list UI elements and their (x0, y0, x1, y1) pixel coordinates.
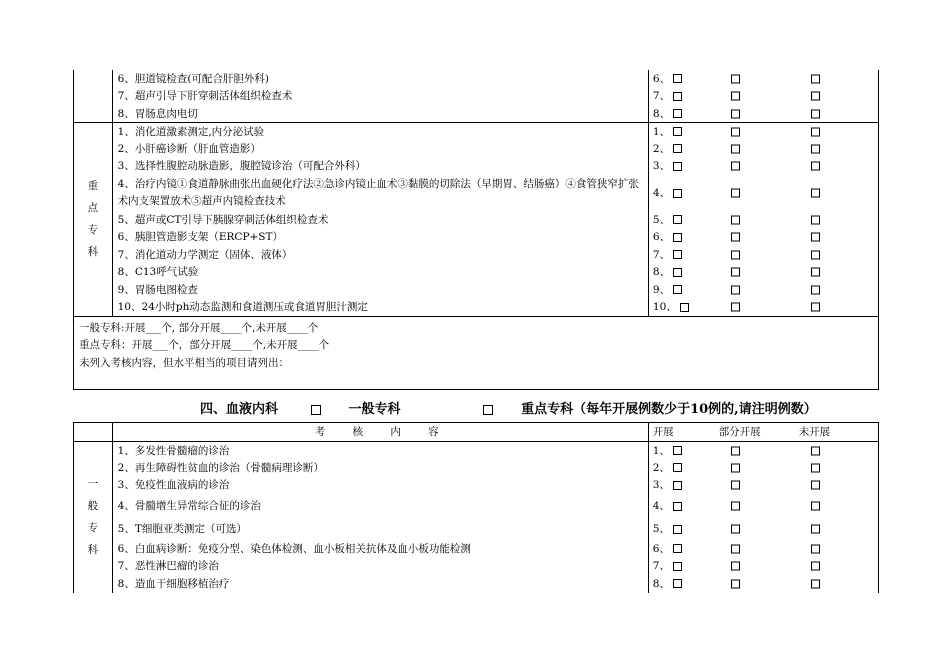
item-text: 4、治疗内镜①食道静脉曲张出血硬化疗法②急诊内镜止血术③黏膜的切除法（早期胃、结肠癌）④食管狭窄扩张术内支架置放术⑤超声内镜检查技术 (112, 175, 648, 211)
item-text: 2、再生障碍性贫血的诊治（骨髓病理诊断） (112, 459, 648, 477)
item-number: 2、 (652, 461, 670, 474)
not-done-checkbox[interactable] (811, 502, 820, 511)
partial-checkbox[interactable] (731, 162, 740, 171)
not-done-checkbox[interactable] (811, 463, 820, 472)
section-char: 般 (87, 500, 99, 513)
status-cell (648, 459, 878, 477)
item-number: 6、 (652, 72, 671, 85)
status-cell (648, 558, 878, 576)
section-char: 点 (87, 202, 99, 215)
item-number: 10、 (652, 301, 677, 313)
done-checkbox[interactable] (673, 562, 682, 571)
not-done-checkbox[interactable] (811, 562, 820, 571)
summary-general: 一般专科:开展___个, 部分开展____个,未开展____个 (79, 321, 319, 334)
partial-checkbox[interactable] (731, 189, 740, 198)
not-done-checkbox[interactable] (811, 74, 820, 83)
done-checkbox[interactable] (673, 579, 682, 588)
item-text: 5、T细胞亚类测定（可选） (112, 518, 648, 540)
done-checkbox[interactable] (673, 144, 682, 153)
not-done-checkbox[interactable] (811, 250, 820, 259)
status-cell (648, 211, 878, 229)
general-checkbox[interactable] (311, 405, 321, 415)
not-done-checkbox[interactable] (811, 268, 820, 277)
partial-checkbox[interactable] (731, 215, 740, 224)
item-text: 10、24小时ph动态监测和食道测压或食道胃胆汁测定 (112, 299, 648, 317)
not-done-checkbox[interactable] (811, 127, 820, 136)
done-checkbox[interactable] (673, 544, 682, 553)
status-cell (648, 246, 878, 264)
item-text: 6、白血病诊断：免疫分型、染色体检测、血小板相关抗体及血小板功能检测 (112, 540, 648, 558)
item-number: 6、 (652, 542, 670, 555)
not-done-checkbox[interactable] (811, 303, 820, 312)
item-number: 7、 (652, 90, 671, 103)
summary-block (74, 316, 879, 389)
partial-checkbox[interactable] (731, 446, 740, 455)
partial-checkbox[interactable] (731, 579, 740, 588)
partial-checkbox[interactable] (731, 127, 740, 136)
section-title: 四、血液内科 (200, 402, 279, 417)
done-checkbox[interactable] (673, 463, 682, 472)
section-label-cont (74, 70, 113, 123)
section-char: 科 (87, 544, 99, 557)
not-done-checkbox[interactable] (811, 215, 820, 224)
item-number: 9、 (652, 283, 671, 296)
item-text: 3、免疫性血液病的诊治 (112, 477, 648, 495)
key-checkbox[interactable] (483, 405, 493, 415)
partial-checkbox[interactable] (731, 525, 740, 534)
item-number: 1、 (652, 444, 670, 457)
status-cell (648, 477, 878, 495)
status-cell (648, 140, 878, 158)
done-checkbox[interactable] (673, 481, 682, 490)
header-partial: 部分开展 (718, 426, 761, 438)
header-blank (74, 423, 113, 442)
status-cell (648, 158, 878, 176)
item-text: 6、胆道镜检查(可配合肝胆外科) (112, 70, 648, 88)
status-cell (648, 88, 878, 106)
status-cell (648, 299, 878, 317)
partial-checkbox[interactable] (731, 109, 740, 118)
not-done-checkbox[interactable] (811, 233, 820, 242)
item-number: 7、 (652, 248, 671, 261)
general-label: 一般专科 (348, 402, 401, 417)
done-checkbox[interactable] (673, 92, 682, 101)
item-number: 2、 (652, 142, 671, 155)
done-checkbox[interactable] (673, 250, 682, 259)
done-checkbox[interactable] (673, 268, 682, 277)
item-number: 3、 (652, 160, 671, 173)
item-text: 2、小肝癌诊断（肝血管造影） (112, 140, 648, 158)
partial-checkbox[interactable] (731, 562, 740, 571)
partial-checkbox[interactable] (731, 285, 740, 294)
partial-checkbox[interactable] (731, 268, 740, 277)
item-text: 6、胰胆管造影支架（ERCP+ST） (112, 229, 648, 247)
status-cell (648, 494, 878, 518)
item-text: 7、超声引导下肝穿刺活体组织检查术 (112, 88, 648, 106)
done-checkbox[interactable] (673, 525, 682, 534)
done-checkbox[interactable] (673, 285, 682, 294)
item-text: 8、C13呼气试验 (112, 264, 648, 282)
item-text: 7、恶性淋巴瘤的诊治 (112, 558, 648, 576)
item-text: 1、多发性骨髓瘤的诊治 (112, 442, 648, 460)
item-text: 7、消化道动力学测定（固体、液体） (112, 246, 648, 264)
partial-checkbox[interactable] (731, 544, 740, 553)
status-cell (648, 575, 878, 593)
done-checkbox[interactable] (673, 109, 682, 118)
status-cell (648, 175, 878, 211)
section-char: 一 (87, 478, 99, 491)
partial-checkbox[interactable] (731, 481, 740, 490)
item-number: 1、 (652, 125, 671, 138)
section-char: 专 (87, 224, 99, 237)
item-number: 4、 (652, 500, 670, 512)
partial-checkbox[interactable] (731, 233, 740, 242)
section-label-general (74, 442, 113, 593)
partial-checkbox[interactable] (731, 463, 740, 472)
item-text: 3、选择性腹腔动脉造影，腹腔镜诊治（可配合外科） (112, 158, 648, 176)
key-label: 重点专科（每年开展例数少于10例的,请注明例数） (521, 402, 817, 417)
section-label-key (74, 123, 113, 317)
digestive-table (73, 70, 879, 390)
item-number: 8、 (652, 107, 671, 120)
item-text: 9、胃肠电图检查 (112, 281, 648, 299)
status-cell (648, 229, 878, 247)
not-done-checkbox[interactable] (811, 109, 820, 118)
status-cell (648, 518, 878, 540)
status-cell (648, 123, 878, 141)
not-done-checkbox[interactable] (811, 285, 820, 294)
status-cell (648, 70, 878, 88)
header-content: 考 核 内 容 (112, 423, 648, 442)
item-number: 5、 (652, 213, 671, 226)
status-cell (648, 540, 878, 558)
item-text: 8、造血干细胞移植治疗 (112, 575, 648, 593)
section-char: 重 (87, 180, 99, 193)
done-checkbox[interactable] (673, 74, 682, 83)
not-done-checkbox[interactable] (811, 446, 820, 455)
partial-checkbox[interactable] (731, 74, 740, 83)
header-status (648, 423, 878, 442)
item-number: 8、 (652, 266, 671, 279)
done-checkbox[interactable] (673, 233, 682, 242)
done-checkbox[interactable] (673, 162, 682, 171)
not-done-checkbox[interactable] (811, 579, 820, 588)
summary-key: 重点专科：开展___个，部分开展____个,未开展____个 (79, 339, 330, 351)
item-number: 3、 (652, 479, 670, 492)
partial-checkbox[interactable] (731, 144, 740, 153)
item-number: 4、 (652, 187, 671, 199)
status-cell (648, 281, 878, 299)
partial-checkbox[interactable] (731, 92, 740, 101)
item-number: 5、 (652, 523, 670, 535)
hematology-table (73, 422, 879, 593)
not-done-checkbox[interactable] (811, 92, 820, 101)
item-text: 4、骨髓增生异常综合征的诊治 (112, 494, 648, 518)
status-cell (648, 105, 878, 123)
not-done-checkbox[interactable] (811, 481, 820, 490)
header-not-done: 未开展 (798, 426, 831, 438)
summary-unlisted: 未列入考核内容，但水平相当的项目请列出： (79, 356, 289, 369)
section-heading (200, 398, 873, 417)
partial-checkbox[interactable] (731, 303, 740, 312)
done-checkbox[interactable] (673, 446, 682, 455)
section-char: 专 (87, 522, 99, 535)
item-text: 5、超声或CT引导下胰腺穿刺活体组织检查术 (112, 211, 648, 229)
done-checkbox[interactable] (673, 215, 682, 224)
partial-checkbox[interactable] (731, 250, 740, 259)
done-checkbox[interactable] (673, 127, 682, 136)
section-char: 科 (87, 246, 99, 259)
item-text: 1、消化道激素测定,内分泌试验 (112, 123, 648, 141)
done-checkbox[interactable] (680, 303, 689, 312)
not-done-checkbox[interactable] (811, 144, 820, 153)
done-checkbox[interactable] (673, 189, 682, 198)
done-checkbox[interactable] (673, 502, 682, 511)
partial-checkbox[interactable] (731, 502, 740, 511)
item-text: 8、胃肠息肉电切 (112, 105, 648, 123)
item-number: 7、 (652, 560, 670, 573)
status-cell (648, 442, 878, 460)
not-done-checkbox[interactable] (811, 189, 820, 198)
not-done-checkbox[interactable] (811, 525, 820, 534)
not-done-checkbox[interactable] (811, 544, 820, 553)
item-number: 6、 (652, 231, 671, 244)
item-number: 8、 (652, 577, 670, 590)
status-cell (648, 264, 878, 282)
header-done: 开展 (652, 426, 674, 438)
not-done-checkbox[interactable] (811, 162, 820, 171)
